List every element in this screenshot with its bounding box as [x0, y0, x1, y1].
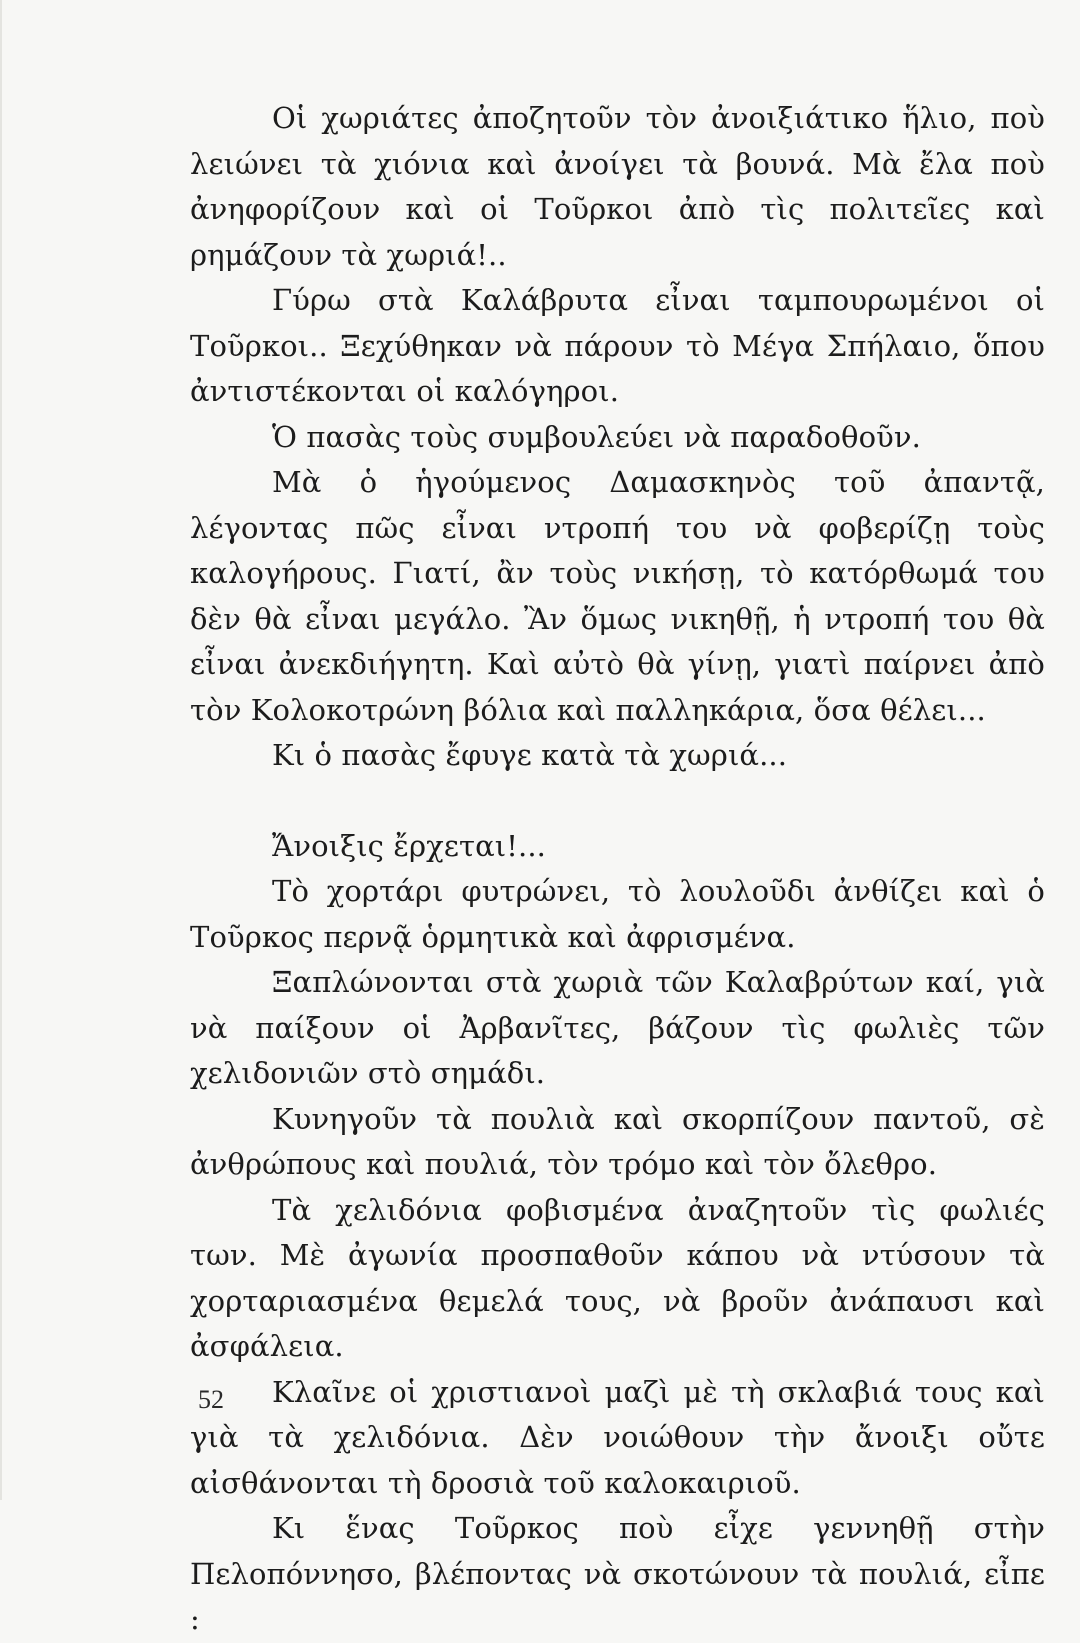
paragraph: Κι ἕνας Τοῦρκος ποὺ εἶχε γεννηθῇ στὴν Πελοπόννησο, βλέποντας νὰ σκοτώνουν τὰ πουλιά, εἶπε : — [190, 1511, 1045, 1636]
paragraph: Ἄνοιξις ἔρχεται!... — [272, 828, 546, 863]
paragraph: Κλαῖνε οἱ χριστιανοὶ μαζὶ μὲ τὴ σκλαβιά τους καὶ γιὰ τὰ χελιδόνια. Δὲν νοιώθουν τὴν ἄνοιξι οὔτε αἰσθάνονται τὴ δροσιὰ τοῦ καλοκαιριοῦ. — [190, 1374, 1045, 1500]
page-number: 52 — [198, 1385, 224, 1414]
paragraph: Γύρω στὰ Καλάβρυτα εἶναι ταμπουρωμένοι οἱ Τοῦρκοι.. Ξεχύθηκαν νὰ πάρουν τὸ Μέγα Σπήλαιο, ὅπου ἀντιστέκονται οἱ καλόγηροι. — [190, 283, 1045, 408]
paragraph: Μὰ ὁ ἡγούμενος Δαμασκηνὸς τοῦ ἀπαντᾷ, λέγοντας πῶς εἶναι ντροπή του νὰ φοβερίζῃ τοὺς καλογήρους. Γιατί, ἂν τοὺς νικήσῃ, τὸ κατόρθωμά του δὲν θὰ εἶναι μεγάλο. Ἂν ὅμως νικηθῇ, ἡ ντροπή του θὰ εἶναι ἀνεκδιήγητη. Καὶ αὐτὸ θὰ γίνῃ, γιατὶ παίρνει ἀπὸ τὸν Κολοκοτρώνη βόλια καὶ παλληκάρια, ὅσα θέλει... — [190, 465, 1045, 727]
paragraph: Ξαπλώνονται στὰ χωριὰ τῶν Καλαβρύτων καί, γιὰ νὰ παίξουν οἱ Ἀρβανῖτες, βάζουν τὶς φωλιὲς τῶν χελιδονιῶν στὸ σημάδι. — [190, 965, 1045, 1090]
paragraph: Κυνηγοῦν τὰ πουλιὰ καὶ σκορπίζουν παντοῦ, σὲ ἀνθρώπους καὶ πουλιά, τὸν τρόμο καὶ τὸν ὄλεθρο. — [190, 1101, 1045, 1181]
paragraph: Ὁ πασὰς τοὺς συμβουλεύει νὰ παραδοθοῦν. — [272, 419, 921, 454]
paragraph: Κι ὁ πασὰς ἔφυγε κατὰ τὰ χωριά... — [272, 738, 788, 772]
body-text — [190, 96, 1045, 1643]
paragraph: Τὸ χορτάρι φυτρώνει, τὸ λουλοῦδι ἀνθίζει καὶ ὁ Τοῦρκος περνᾷ ὁρμητικὰ καὶ ἀφρισμένα. — [190, 874, 1045, 954]
section-break — [190, 779, 1045, 824]
paragraph: Τὰ χελιδόνια φοβισμένα ἀναζητοῦν τὶς φωλιές των. Μὲ ἀγωνία προσπαθοῦν κάπου νὰ ντύσουν τὰ χορταριασμένα θεμελά τους, νὰ βροῦν ἀνάπαυσι καὶ ἀσφάλεια. — [190, 1192, 1045, 1363]
paragraph: Οἱ χωριάτες ἀποζητοῦν τὸν ἀνοιξιάτικο ἥλιο, ποὺ λειώνει τὰ χιόνια καὶ ἀνοίγει τὰ βουνά. Μὰ ἔλα ποὺ ἀνηφορίζουν καὶ οἱ Τοῦρκοι ἀπὸ τὶς πολιτεῖες καὶ ρημάζουν τὰ χωριά!.. — [190, 101, 1045, 272]
